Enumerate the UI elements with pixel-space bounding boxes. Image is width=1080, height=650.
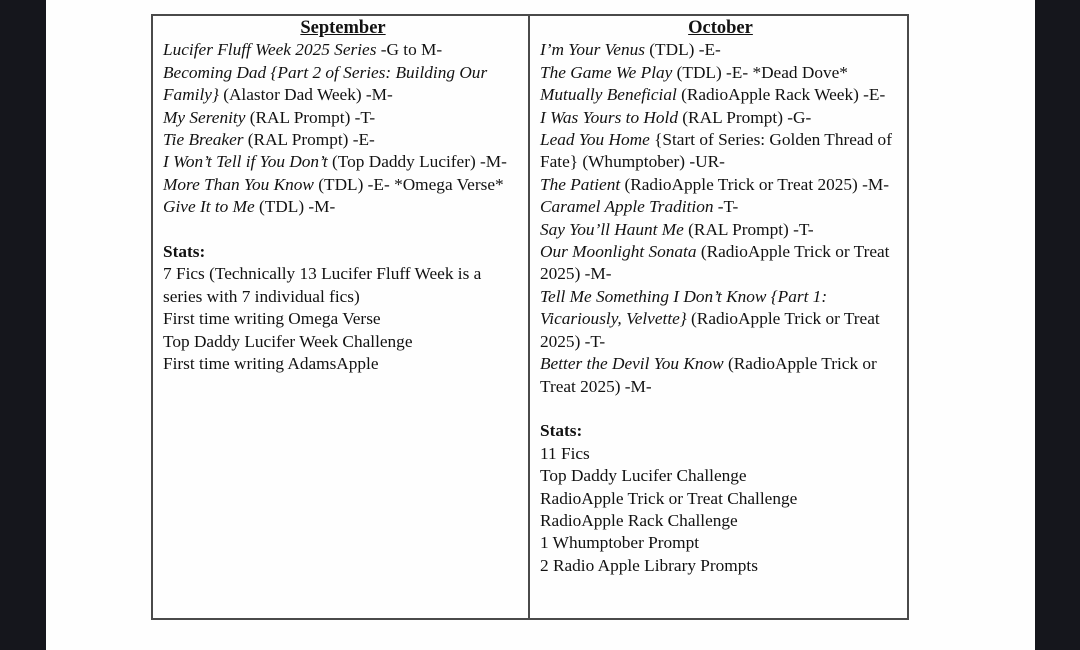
fic-meta: (RadioApple Rack Week) -E- <box>676 85 886 105</box>
fic-title: Our Moonlight Sonata <box>540 242 697 262</box>
fic-meta: (TDL) -M- <box>254 197 336 217</box>
fic-title: The Patient <box>540 174 621 194</box>
fic-entry <box>540 174 901 196</box>
fic-title: Give It to Me <box>163 197 255 217</box>
fic-entry <box>163 62 523 107</box>
fic-title: My Serenity <box>163 107 246 127</box>
fic-title: Tie Breaker <box>163 130 244 150</box>
fic-entry <box>540 62 901 84</box>
column-body-october <box>540 39 901 577</box>
fic-meta: -G to M- <box>376 40 443 60</box>
column-september <box>153 16 530 618</box>
stat-line: Top Daddy Lucifer Challenge <box>540 466 747 486</box>
fic-meta: -T- <box>713 197 739 217</box>
fic-title: I’m Your Venus <box>540 40 645 60</box>
fic-entry <box>540 286 901 353</box>
fic-meta: (Alastor Dad Week) -M- <box>218 85 393 105</box>
stat-line: First time writing Omega Verse <box>163 309 381 329</box>
stat-line: 11 Fics <box>540 443 590 463</box>
fic-title: Lucifer Fluff Week 2025 Series <box>163 40 377 60</box>
column-october <box>530 16 907 618</box>
fic-title: I Won’t Tell if You Don’t <box>163 152 328 172</box>
stats-label: Stats: <box>163 242 206 262</box>
fic-title: Better the Devil You Know <box>540 354 724 374</box>
fic-meta: (RadioApple Trick or Treat 2025) -M- <box>540 242 890 284</box>
fic-title: Lead You Home <box>540 130 650 150</box>
fic-entry <box>163 107 523 129</box>
fic-entry <box>540 107 901 129</box>
fic-title: Caramel Apple Tradition <box>540 197 714 217</box>
fic-entry <box>540 196 901 218</box>
fic-meta: (RAL Prompt) -T- <box>683 219 814 239</box>
fic-title: Becoming Dad {Part 2 of Series: Building Our Family} <box>163 62 488 105</box>
column-header-october: October <box>688 18 753 38</box>
fic-entry <box>540 39 901 61</box>
fic-meta: (RadioApple Trick or Treat 2025) -M- <box>620 174 889 194</box>
document-page <box>46 0 1035 650</box>
blank-line-spacer <box>540 398 901 420</box>
fic-entry <box>540 353 901 398</box>
fic-meta: (TDL) -E- *Omega Verse* <box>313 174 504 194</box>
stat-line: 7 Fics (Technically 13 Lucifer Fluff Week is a series with 7 individual fics) <box>163 264 482 306</box>
fic-title: Tell Me Something I Don’t Know {Part 1: Vicariously, Velvette} <box>540 286 828 329</box>
fic-entry <box>540 241 901 286</box>
fic-title: Mutually Beneficial <box>540 85 677 105</box>
fic-entry <box>163 39 523 61</box>
stat-line: 2 Radio Apple Library Prompts <box>540 555 758 575</box>
stat-line: Top Daddy Lucifer Week Challenge <box>163 331 413 351</box>
fic-meta: (RadioApple Trick or Treat 2025) -T- <box>540 309 880 351</box>
fic-title: The Game We Play <box>540 62 673 82</box>
fic-entry <box>540 84 901 106</box>
fic-title: Say You’ll Haunt Me <box>540 219 684 239</box>
stat-line: RadioApple Trick or Treat Challenge <box>540 488 798 508</box>
column-body-september <box>163 39 523 375</box>
fic-title: I Was Yours to Hold <box>540 107 678 127</box>
stat-line: RadioApple Rack Challenge <box>540 510 738 530</box>
monthly-fic-table <box>151 14 909 620</box>
fic-meta: (Top Daddy Lucifer) -M- <box>327 152 507 172</box>
fic-entry <box>163 129 523 151</box>
stats-label: Stats: <box>540 421 583 441</box>
blank-line-spacer <box>163 219 523 241</box>
fic-entry <box>540 219 901 241</box>
fic-entry <box>540 129 901 174</box>
column-header-september: September <box>300 18 386 38</box>
fic-entry <box>163 174 523 196</box>
fic-meta: {Start of Series: Golden Thread of Fate} (Whumptober) -UR- <box>540 130 892 172</box>
fic-title: More Than You Know <box>163 174 314 194</box>
fic-meta: (RAL Prompt) -E- <box>243 130 375 150</box>
fic-meta: (RadioApple Trick or Treat 2025) -M- <box>540 354 877 396</box>
fic-meta: (RAL Prompt) -G- <box>677 107 812 127</box>
fic-entry <box>163 196 523 218</box>
stat-line: First time writing AdamsApple <box>163 354 379 374</box>
fic-meta: (TDL) -E- <box>644 40 721 60</box>
stat-line: 1 Whumptober Prompt <box>540 533 700 553</box>
fic-meta: (TDL) -E- *Dead Dove* <box>672 62 848 82</box>
fic-meta: (RAL Prompt) -T- <box>245 107 376 127</box>
fic-entry <box>163 151 523 173</box>
